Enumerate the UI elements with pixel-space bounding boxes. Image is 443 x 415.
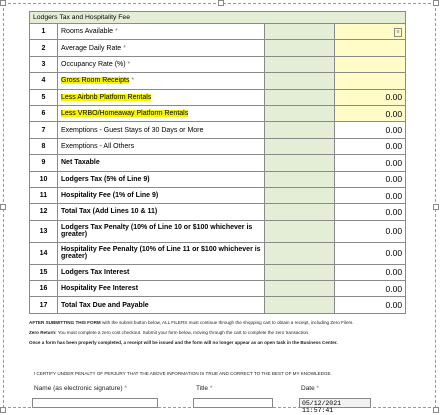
form-row bbox=[30, 242, 406, 264]
line-label bbox=[58, 73, 265, 89]
line-value-text: 0.00 bbox=[385, 226, 403, 237]
resize-handle-top-left[interactable] bbox=[0, 0, 6, 6]
line-label-text: Lodgers Tax (5% of Line 9) bbox=[61, 175, 150, 183]
line-label bbox=[58, 138, 265, 154]
required-marker: * bbox=[124, 385, 127, 392]
name-label bbox=[34, 385, 127, 392]
required-marker: * bbox=[123, 44, 126, 52]
date-label-text: Date bbox=[301, 385, 315, 392]
resize-handle-middle-right[interactable] bbox=[433, 204, 439, 210]
spacer-cell bbox=[265, 138, 335, 154]
line-number: 9 bbox=[30, 155, 58, 171]
line-number: 12 bbox=[30, 204, 58, 220]
receipt-notice: Once a form has been properly completed, a receipt will be issued and the form will no longer appear as an open task in the Business Center. bbox=[29, 340, 338, 345]
line-value-input[interactable] bbox=[335, 105, 406, 121]
spacer-cell bbox=[265, 24, 335, 40]
line-label bbox=[58, 155, 265, 171]
line-label bbox=[58, 187, 265, 203]
name-label-text: Name (as electronic signature) bbox=[34, 385, 123, 392]
lodgers-tax-form-table bbox=[29, 11, 406, 314]
required-marker: * bbox=[316, 385, 320, 392]
line-number: 15 bbox=[30, 264, 58, 280]
line-value-text: 0.00 bbox=[385, 92, 403, 103]
line-number: 13 bbox=[30, 220, 58, 242]
line-number: 16 bbox=[30, 281, 58, 297]
title-input[interactable] bbox=[193, 398, 273, 408]
form-row bbox=[30, 220, 406, 242]
spacer-cell bbox=[265, 73, 335, 89]
spinner-icon[interactable]: ≡ bbox=[394, 28, 402, 37]
line-value-text: 0.00 bbox=[385, 283, 403, 294]
form-row bbox=[30, 40, 406, 56]
zero-return-text: You must complete a zero cost checkout. Submit your form below, moving through the cart to complete the zero transaction. bbox=[56, 330, 310, 335]
spacer-cell bbox=[265, 40, 335, 56]
line-number: 10 bbox=[30, 171, 58, 187]
line-value-input[interactable] bbox=[335, 220, 406, 242]
spacer-cell bbox=[265, 204, 335, 220]
line-value-input[interactable] bbox=[335, 73, 406, 89]
line-label bbox=[58, 204, 265, 220]
line-label bbox=[58, 297, 265, 313]
line-label-text: Hospitality Fee Penalty (10% of Line 11 or $100 whichever is greater) bbox=[61, 246, 261, 261]
line-number: 7 bbox=[30, 122, 58, 138]
line-number: 17 bbox=[30, 297, 58, 313]
line-number: 11 bbox=[30, 187, 58, 203]
line-label-text: Average Daily Rate bbox=[61, 44, 122, 52]
line-label-text: Hospitality Fee (1% of Line 9) bbox=[61, 192, 159, 200]
form-row bbox=[30, 56, 406, 72]
resize-handle-middle-left[interactable] bbox=[0, 204, 6, 210]
resize-handle-top-right[interactable] bbox=[433, 0, 439, 6]
line-value-text: 0.00 bbox=[385, 267, 403, 278]
line-value-text: 0.00 bbox=[385, 157, 403, 168]
line-number: 1 bbox=[30, 24, 58, 40]
line-number: 14 bbox=[30, 242, 58, 264]
line-label bbox=[58, 56, 265, 72]
form-row bbox=[30, 138, 406, 154]
line-number: 5 bbox=[30, 89, 58, 105]
line-label-text: Hospitality Fee Interest bbox=[61, 285, 139, 293]
line-number: 3 bbox=[30, 56, 58, 72]
line-label-text: Net Taxable bbox=[61, 159, 100, 167]
line-number: 8 bbox=[30, 138, 58, 154]
resize-handle-top-center[interactable] bbox=[218, 0, 224, 6]
line-number: 6 bbox=[30, 105, 58, 121]
spacer-cell bbox=[265, 220, 335, 242]
form-row bbox=[30, 204, 406, 220]
line-value-input[interactable] bbox=[335, 24, 406, 40]
line-label-text: Lodgers Tax Interest bbox=[61, 268, 130, 276]
line-value-input[interactable] bbox=[335, 187, 406, 203]
line-number: 2 bbox=[30, 40, 58, 56]
spacer-cell bbox=[265, 105, 335, 121]
line-label-text: Lodgers Tax Penalty (10% of Line 10 or $100 whichever is greater) bbox=[61, 224, 253, 239]
line-label-text: Less Airbnb Platform Rentals bbox=[61, 93, 152, 101]
form-row bbox=[30, 297, 406, 313]
line-value-text: 0.00 bbox=[385, 190, 403, 201]
form-row bbox=[30, 89, 406, 105]
line-value-text: 0.00 bbox=[385, 300, 403, 311]
line-label-text: Rooms Available bbox=[61, 28, 114, 36]
required-marker: * bbox=[127, 60, 131, 68]
line-value-input[interactable] bbox=[335, 264, 406, 280]
date-input: 05/12/2021 11:57:41 bbox=[299, 398, 371, 408]
spacer-cell bbox=[265, 89, 335, 105]
line-label bbox=[58, 264, 265, 280]
title-label bbox=[196, 385, 212, 392]
name-signature-input[interactable] bbox=[32, 398, 158, 408]
form-row bbox=[30, 171, 406, 187]
spacer-cell bbox=[265, 171, 335, 187]
line-value-text: 0.00 bbox=[385, 125, 403, 136]
line-value-text: 0.00 bbox=[385, 141, 403, 152]
line-label-text: Gross Room Receipts bbox=[61, 77, 130, 85]
line-label bbox=[58, 24, 265, 40]
zero-return-heading: Zero Return: bbox=[29, 330, 57, 335]
certification-statement: I CERTIFY UNDER PENALTY OF PERJURY THAT THE ABOVE INFORMATION IS TRUE AND CORRECT TO THE BEST OF MY KNOWLEDGE. bbox=[34, 371, 332, 376]
spacer-cell bbox=[265, 297, 335, 313]
line-label bbox=[58, 122, 265, 138]
line-label bbox=[58, 281, 265, 297]
line-value-input[interactable] bbox=[335, 122, 406, 138]
form-title: Lodgers Tax and Hospitality Fee bbox=[30, 12, 406, 24]
form-row bbox=[30, 264, 406, 280]
spacer-cell bbox=[265, 187, 335, 203]
line-label bbox=[58, 40, 265, 56]
line-label bbox=[58, 89, 265, 105]
line-label-text: Total Tax Due and Payable bbox=[61, 301, 149, 309]
line-label bbox=[58, 242, 265, 264]
line-label bbox=[58, 105, 265, 121]
required-marker: * bbox=[131, 77, 135, 85]
submit-notice-line-1 bbox=[29, 320, 405, 327]
spacer-cell bbox=[265, 122, 335, 138]
resize-handle-bottom-right[interactable] bbox=[433, 407, 439, 413]
line-value-input[interactable] bbox=[335, 89, 406, 105]
line-value-input[interactable] bbox=[335, 171, 406, 187]
title-label-text: Title bbox=[196, 385, 209, 392]
form-row bbox=[30, 105, 406, 121]
spacer-cell bbox=[265, 281, 335, 297]
line-value-input[interactable] bbox=[335, 297, 406, 313]
line-value-text: 0.00 bbox=[385, 206, 403, 217]
required-marker: * bbox=[114, 28, 118, 36]
spacer-cell bbox=[265, 56, 335, 72]
zero-return-notice bbox=[29, 330, 405, 337]
line-label bbox=[58, 220, 265, 242]
form-row bbox=[30, 155, 406, 171]
line-label-text: Exemptions - All Others bbox=[61, 142, 135, 150]
line-label-text: Occupancy Rate (%) bbox=[61, 60, 126, 68]
line-value-text: 0.00 bbox=[385, 248, 403, 259]
required-marker: * bbox=[209, 385, 213, 392]
line-value-input[interactable] bbox=[335, 281, 406, 297]
spacer-cell bbox=[265, 155, 335, 171]
line-value-text: 0.00 bbox=[385, 108, 403, 119]
line-value-input[interactable] bbox=[335, 242, 406, 264]
date-label bbox=[301, 385, 319, 392]
form-row bbox=[30, 122, 406, 138]
line-value-input[interactable] bbox=[335, 40, 406, 56]
line-number: 4 bbox=[30, 73, 58, 89]
line-label bbox=[58, 171, 265, 187]
resize-handle-bottom-left[interactable] bbox=[0, 407, 6, 413]
line-value-text: 0.00 bbox=[385, 174, 403, 185]
line-value-input[interactable] bbox=[335, 155, 406, 171]
line-label-text: Less VRBO/Homeaway Platform Rentals bbox=[61, 110, 189, 118]
form-row bbox=[30, 187, 406, 203]
form-row bbox=[30, 24, 406, 40]
spacer-cell bbox=[265, 264, 335, 280]
line-label-text: Total Tax (Add Lines 10 & 11) bbox=[61, 208, 158, 216]
line-value-input[interactable] bbox=[335, 56, 406, 72]
line-value-input[interactable] bbox=[335, 138, 406, 154]
line-label-text: Exemptions - Guest Stays of 30 Days or More bbox=[61, 126, 204, 134]
spacer-cell bbox=[265, 242, 335, 264]
line-value-input[interactable] bbox=[335, 204, 406, 220]
form-row bbox=[30, 73, 406, 89]
submit-notice-text: with the submit button below, ALL FILERS must continue through the shopping cart to obtain a receipt, including Zero Filers. bbox=[100, 320, 354, 325]
submit-notice-heading: AFTER SUBMITTING THIS FORM bbox=[29, 320, 101, 325]
form-row bbox=[30, 281, 406, 297]
